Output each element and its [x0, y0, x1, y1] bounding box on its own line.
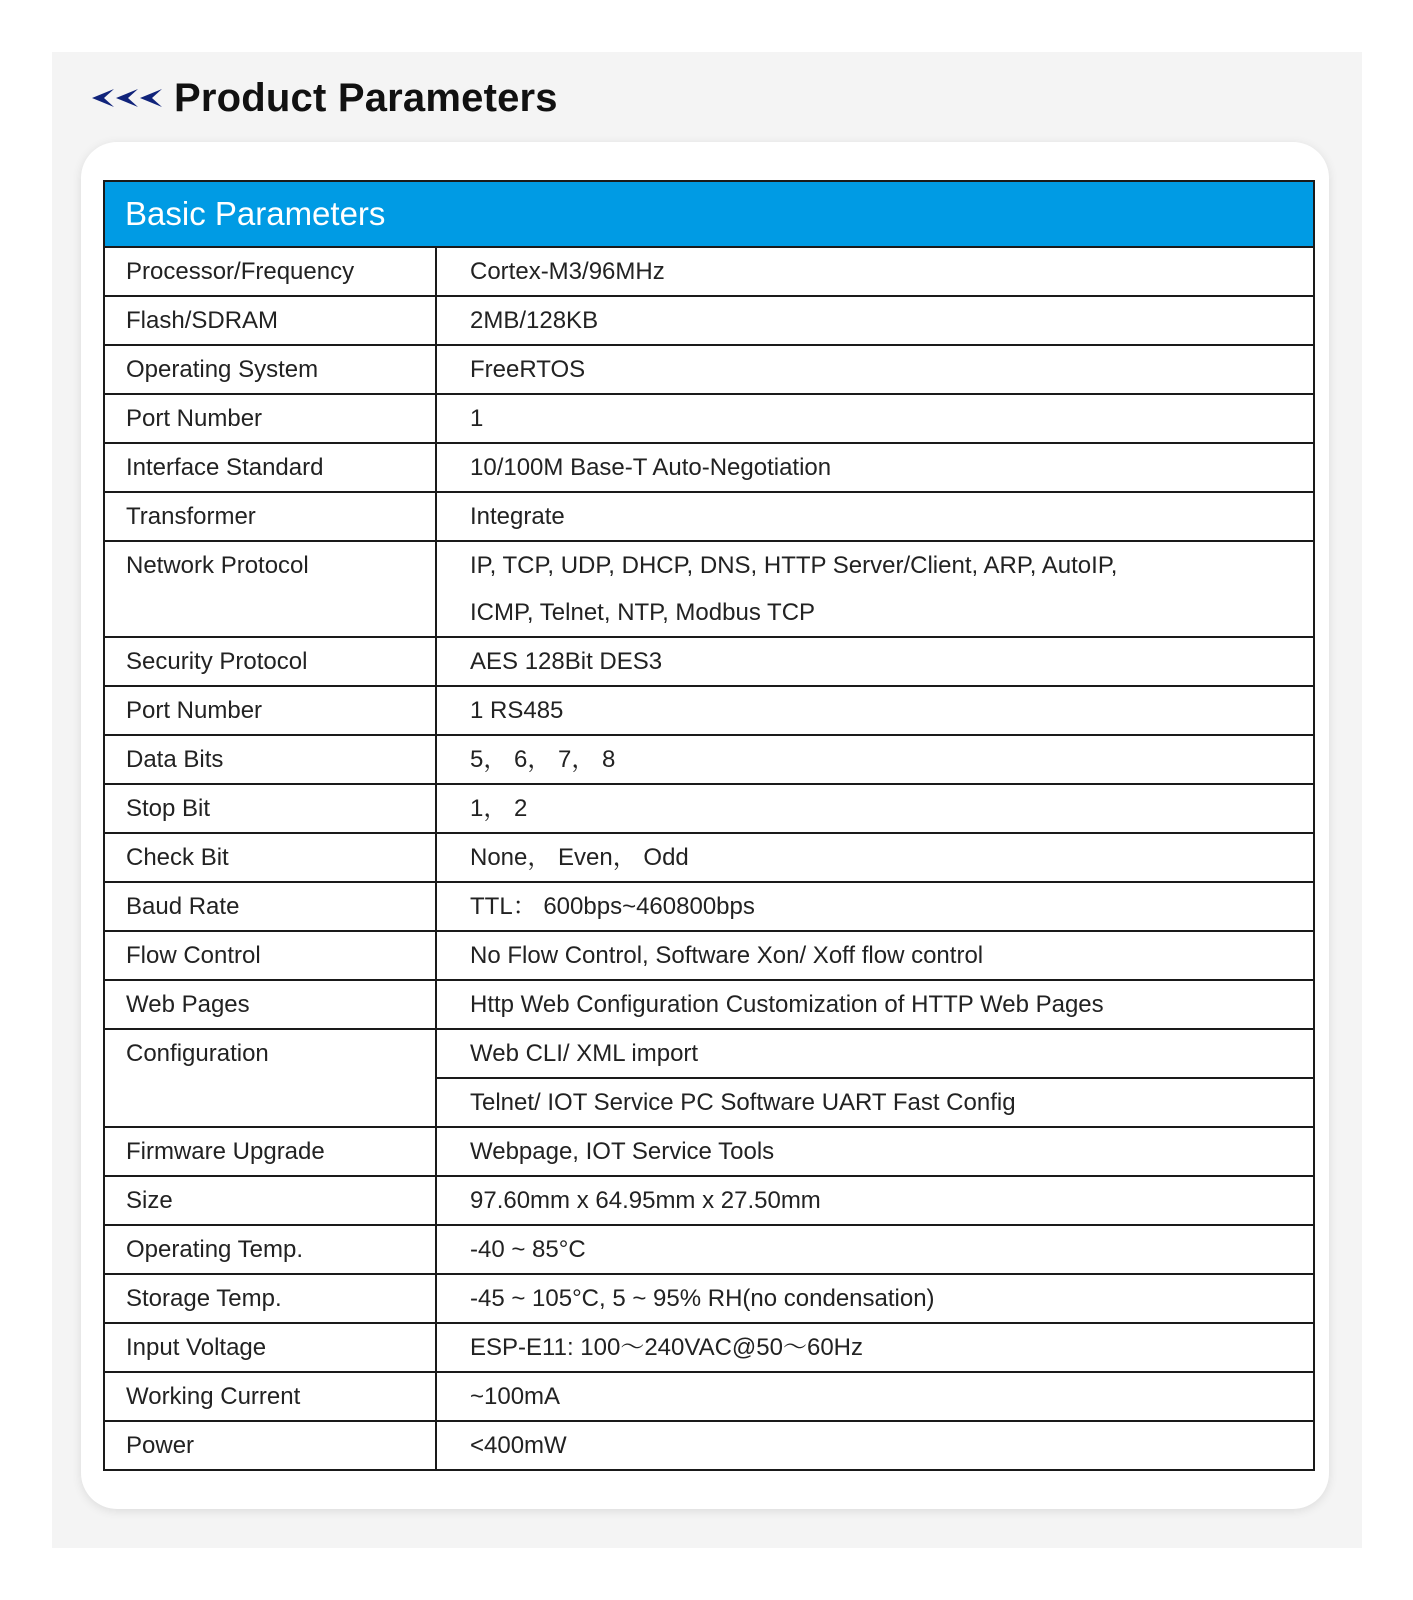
parameter-label-text: Processor/Frequency: [126, 258, 355, 285]
table-row: [105, 735, 1313, 784]
parameter-label: [105, 345, 436, 394]
table-row: [105, 833, 1313, 882]
table-row: [105, 1421, 1313, 1469]
parameter-label: [105, 1323, 436, 1372]
parameter-value: [436, 394, 1313, 443]
parameter-value: [436, 1029, 1313, 1127]
parameter-label: [105, 637, 436, 686]
parameter-label-text: Network Protocol: [126, 552, 309, 579]
parameter-value: [436, 1372, 1313, 1421]
parameter-value: [436, 784, 1313, 833]
table-row: [105, 296, 1313, 345]
parameter-label-text: Power: [126, 1432, 195, 1459]
parameters-grid: [105, 248, 1313, 1469]
parameter-value: [436, 443, 1313, 492]
table-row: [105, 248, 1313, 296]
table-row: [105, 492, 1313, 541]
parameter-label-text: Input Voltage: [126, 1334, 267, 1361]
parameter-value-text: -40 ~ 85°C: [470, 1236, 586, 1263]
parameter-label-text: Flash/SDRAM: [126, 307, 279, 334]
parameter-value: [436, 492, 1313, 541]
parameter-label-text: Stop Bit: [126, 795, 211, 822]
parameter-value: [436, 833, 1313, 882]
parameter-value: [436, 637, 1313, 686]
table-row: [105, 1127, 1313, 1176]
parameter-value: [436, 1274, 1313, 1323]
parameter-label-text: Operating Temp.: [126, 1236, 303, 1263]
table-row: [105, 980, 1313, 1029]
table-row: [105, 686, 1313, 735]
parameter-label: [105, 833, 436, 882]
parameter-value-text: Web CLI/ XML import: [470, 1040, 699, 1067]
parameter-label-text: Port Number: [126, 405, 263, 432]
table-row: [105, 1176, 1313, 1225]
table-row: [105, 931, 1313, 980]
parameter-value-text: Integrate: [470, 503, 565, 530]
parameter-label-text: Transformer: [126, 503, 256, 530]
parameter-label-text: Check Bit: [126, 844, 229, 871]
parameter-label: [105, 735, 436, 784]
parameter-value: [436, 882, 1313, 931]
parameter-label: [105, 1225, 436, 1274]
table-row: [105, 1274, 1313, 1323]
parameter-value-text: 10/100M Base-T Auto-Negotiation: [470, 454, 832, 481]
parameter-value-text: TTL： 600bps~460800bps: [470, 893, 755, 920]
parameter-value: [436, 1421, 1313, 1469]
parameter-label-text: Port Number: [126, 697, 263, 724]
parameter-value-text: Telnet/ IOT Service PC Software UART Fast Config: [437, 1077, 1313, 1126]
table-row: [105, 1029, 1313, 1127]
parameter-label-text: Data Bits: [126, 746, 224, 773]
parameter-label-text: Working Current: [126, 1383, 301, 1410]
parameter-label-text: Web Pages: [126, 991, 250, 1018]
parameter-label: [105, 394, 436, 443]
parameter-label: [105, 931, 436, 980]
parameter-value: [436, 345, 1313, 394]
parameter-value-text: 97.60mm x 64.95mm x 27.50mm: [470, 1187, 821, 1214]
parameter-label: [105, 492, 436, 541]
parameter-value-text: 1: [470, 405, 484, 432]
parameter-value-text: IP, TCP, UDP, DHCP, DNS, HTTP Server/Client, ARP, AutoIP,: [470, 552, 1118, 579]
parameter-value-text: Http Web Configuration Customization of HTTP Web Pages: [470, 991, 1104, 1018]
table-row: [105, 784, 1313, 833]
parameter-value: [436, 931, 1313, 980]
page-title: Product Parameters: [174, 75, 558, 120]
parameter-value: [436, 1323, 1313, 1372]
parameter-label-text: Configuration: [126, 1040, 269, 1067]
parameter-label-text: Security Protocol: [126, 648, 308, 675]
parameter-label-text: Baud Rate: [126, 893, 240, 920]
parameter-label: [105, 1127, 436, 1176]
parameter-value-text: 5， 6， 7， 8: [470, 746, 616, 773]
parameter-label-text: Firmware Upgrade: [126, 1138, 325, 1165]
table-row: [105, 541, 1313, 637]
section-heading: [92, 72, 558, 124]
parameters-table: [103, 180, 1315, 1471]
parameter-value-text: ~100mA: [470, 1383, 561, 1410]
parameter-label: [105, 443, 436, 492]
parameter-value: [436, 296, 1313, 345]
table-row: [105, 1323, 1313, 1372]
triple-chevron-left-icon: [92, 86, 164, 110]
parameter-value-text: ESP-E11: 100～240VAC@50～60Hz: [470, 1334, 864, 1361]
parameter-label-text: Storage Temp.: [126, 1285, 282, 1312]
parameter-label-text: Interface Standard: [126, 454, 324, 481]
parameter-value-text: 1 RS485: [470, 697, 564, 724]
parameter-label: [105, 1421, 436, 1469]
table-row: [105, 1372, 1313, 1421]
parameter-value-text: FreeRTOS: [470, 356, 586, 383]
parameter-label: [105, 1274, 436, 1323]
table-title: Basic Parameters: [105, 182, 1313, 248]
parameter-label-text: Operating System: [126, 356, 319, 383]
parameter-value: [436, 248, 1313, 296]
parameter-value: [436, 980, 1313, 1029]
table-row: [105, 1225, 1313, 1274]
parameter-label: [105, 248, 436, 296]
parameter-label: [105, 882, 436, 931]
parameter-value: [436, 1225, 1313, 1274]
table-row: [105, 637, 1313, 686]
parameter-label-text: Flow Control: [126, 942, 261, 969]
table-row: [105, 394, 1313, 443]
parameter-value-text: 1， 2: [470, 795, 528, 822]
parameter-value: [436, 1176, 1313, 1225]
parameter-value-text: No Flow Control, Software Xon/ Xoff flow control: [470, 942, 984, 969]
parameter-value: [436, 541, 1313, 637]
table-row: [105, 345, 1313, 394]
parameter-value-text: 2MB/128KB: [470, 307, 599, 334]
parameter-value: [436, 1127, 1313, 1176]
parameter-label: [105, 296, 436, 345]
parameter-value-text: <400mW: [470, 1432, 567, 1459]
parameter-value-text: AES 128Bit DES3: [470, 648, 663, 675]
parameter-value-text: -45 ~ 105°C, 5 ~ 95% RH(no condensation): [470, 1285, 935, 1312]
parameter-value: [436, 735, 1313, 784]
parameter-label: [105, 980, 436, 1029]
parameter-value-text: None， Even， Odd: [470, 844, 689, 871]
parameter-value-text: Webpage, IOT Service Tools: [470, 1138, 775, 1165]
parameter-label: [105, 686, 436, 735]
table-row: [105, 882, 1313, 931]
parameter-label: [105, 541, 436, 637]
parameter-label: [105, 1029, 436, 1127]
table-row: [105, 443, 1313, 492]
parameter-label: [105, 784, 436, 833]
parameter-label: [105, 1176, 436, 1225]
parameter-value-text: ICMP, Telnet, NTP, Modbus TCP: [470, 599, 816, 626]
parameter-value: [436, 686, 1313, 735]
parameter-label-text: Size: [126, 1187, 173, 1214]
parameter-label: [105, 1372, 436, 1421]
parameter-value-text: Cortex-M3/96MHz: [470, 258, 665, 285]
